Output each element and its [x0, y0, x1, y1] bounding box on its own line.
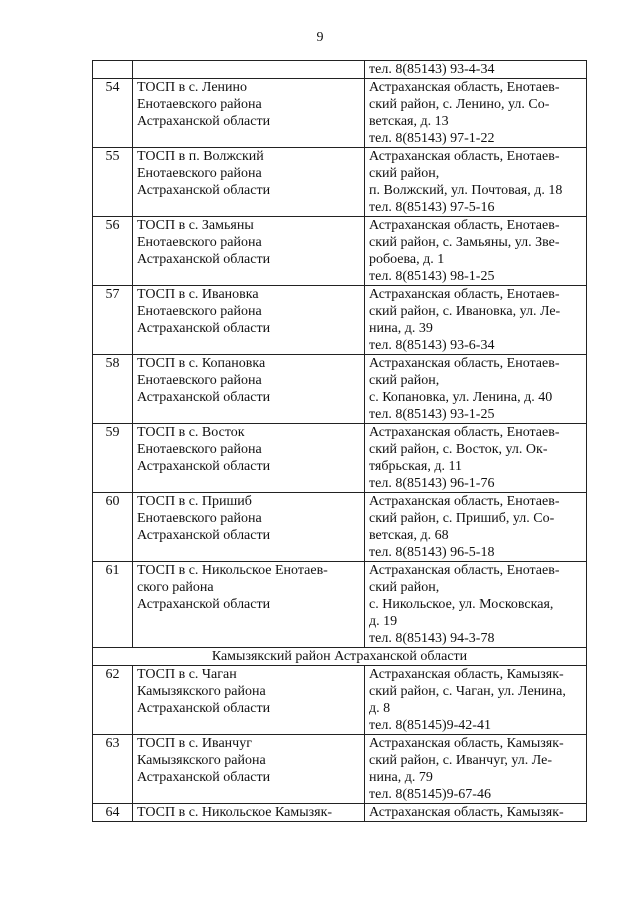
table-row	[93, 148, 587, 217]
office-address-cell: Астраханская область, Енотаев- ский район, с. Ивановка, ул. Ле- нина, д. 39 тел. 8(85143) 93-6-34	[365, 286, 587, 355]
office-address-cell: Астраханская область, Камызяк-	[365, 804, 587, 822]
office-name-cell: ТОСП в с. Ленино Енотаевского района Астраханской области	[133, 79, 365, 148]
table-body	[93, 61, 587, 822]
table-row	[93, 493, 587, 562]
row-number-cell: 61	[93, 562, 133, 648]
table-row	[93, 286, 587, 355]
table-row	[93, 217, 587, 286]
table-row	[93, 355, 587, 424]
office-address-cell: Астраханская область, Енотаев- ский район, с. Восток, ул. Ок- тябрьская, д. 11 тел. 8(85143) 96-1-76	[365, 424, 587, 493]
section-header-row	[93, 648, 587, 666]
row-number-cell: 63	[93, 735, 133, 804]
office-address-cell: Астраханская область, Камызяк- ский район, с. Иванчуг, ул. Ле- нина, д. 79 тел. 8(85145)9-67-46	[365, 735, 587, 804]
table-row	[93, 804, 587, 822]
table-row	[93, 424, 587, 493]
office-name-cell: ТОСП в с. Ивановка Енотаевского района Астраханской области	[133, 286, 365, 355]
row-number-cell: 56	[93, 217, 133, 286]
page-number: 9	[316, 30, 324, 45]
table-row	[93, 735, 587, 804]
table-row	[93, 79, 587, 148]
section-title: Камызякский район Астраханской области	[93, 648, 587, 666]
row-number-cell: 58	[93, 355, 133, 424]
office-name-cell: ТОСП в п. Волжский Енотаевского района Астраханской области	[133, 148, 365, 217]
office-address-cell: Астраханская область, Енотаев- ский район, с. Копановка, ул. Ленина, д. 40 тел. 8(85143) 93-1-25	[365, 355, 587, 424]
office-address-cell: Астраханская область, Енотаев- ский район, с. Ленино, ул. Со- ветская, д. 13 тел. 8(85143) 97-1-22	[365, 79, 587, 148]
row-number-cell: 59	[93, 424, 133, 493]
office-address-cell: Астраханская область, Енотаев- ский район, с. Никольское, ул. Московская, д. 19 тел. 8(85143) 94-3-78	[365, 562, 587, 648]
office-name-cell: ТОСП в с. Пришиб Енотаевского района Астраханской области	[133, 493, 365, 562]
office-name-cell: ТОСП в с. Замьяны Енотаевского района Астраханской области	[133, 217, 365, 286]
table-row-continuation	[93, 61, 587, 79]
row-number-cell: 62	[93, 666, 133, 735]
row-number-cell: 55	[93, 148, 133, 217]
table-row	[93, 562, 587, 648]
table-row	[93, 666, 587, 735]
office-name-cell: ТОСП в с. Чаган Камызякского района Астраханской области	[133, 666, 365, 735]
office-address-cell: тел. 8(85143) 93-4-34	[365, 61, 587, 79]
office-name-cell	[133, 61, 365, 79]
office-address-cell: Астраханская область, Енотаев- ский район, с. Пришиб, ул. Со- ветская, д. 68 тел. 8(85143) 96-5-18	[365, 493, 587, 562]
office-address-cell: Астраханская область, Енотаев- ский район, с. Замьяны, ул. Зве- робоева, д. 1 тел. 8(85143) 98-1-25	[365, 217, 587, 286]
row-number-cell	[93, 61, 133, 79]
office-address-cell: Астраханская область, Камызяк- ский район, с. Чаган, ул. Ленина, д. 8 тел. 8(85145)9-42-41	[365, 666, 587, 735]
office-name-cell: ТОСП в с. Копановка Енотаевского района Астраханской области	[133, 355, 365, 424]
tosp-registry-table	[92, 60, 587, 822]
row-number-cell: 57	[93, 286, 133, 355]
office-name-cell: ТОСП в с. Иванчуг Камызякского района Астраханской области	[133, 735, 365, 804]
row-number-cell: 64	[93, 804, 133, 822]
office-name-cell: ТОСП в с. Восток Енотаевского района Астраханской области	[133, 424, 365, 493]
office-name-cell: ТОСП в с. Никольское Камызяк-	[133, 804, 365, 822]
office-address-cell: Астраханская область, Енотаев- ский район, п. Волжский, ул. Почтовая, д. 18 тел. 8(85143) 97-5-16	[365, 148, 587, 217]
row-number-cell: 60	[93, 493, 133, 562]
row-number-cell: 54	[93, 79, 133, 148]
office-name-cell: ТОСП в с. Никольское Енотаев- ского района Астраханской области	[133, 562, 365, 648]
